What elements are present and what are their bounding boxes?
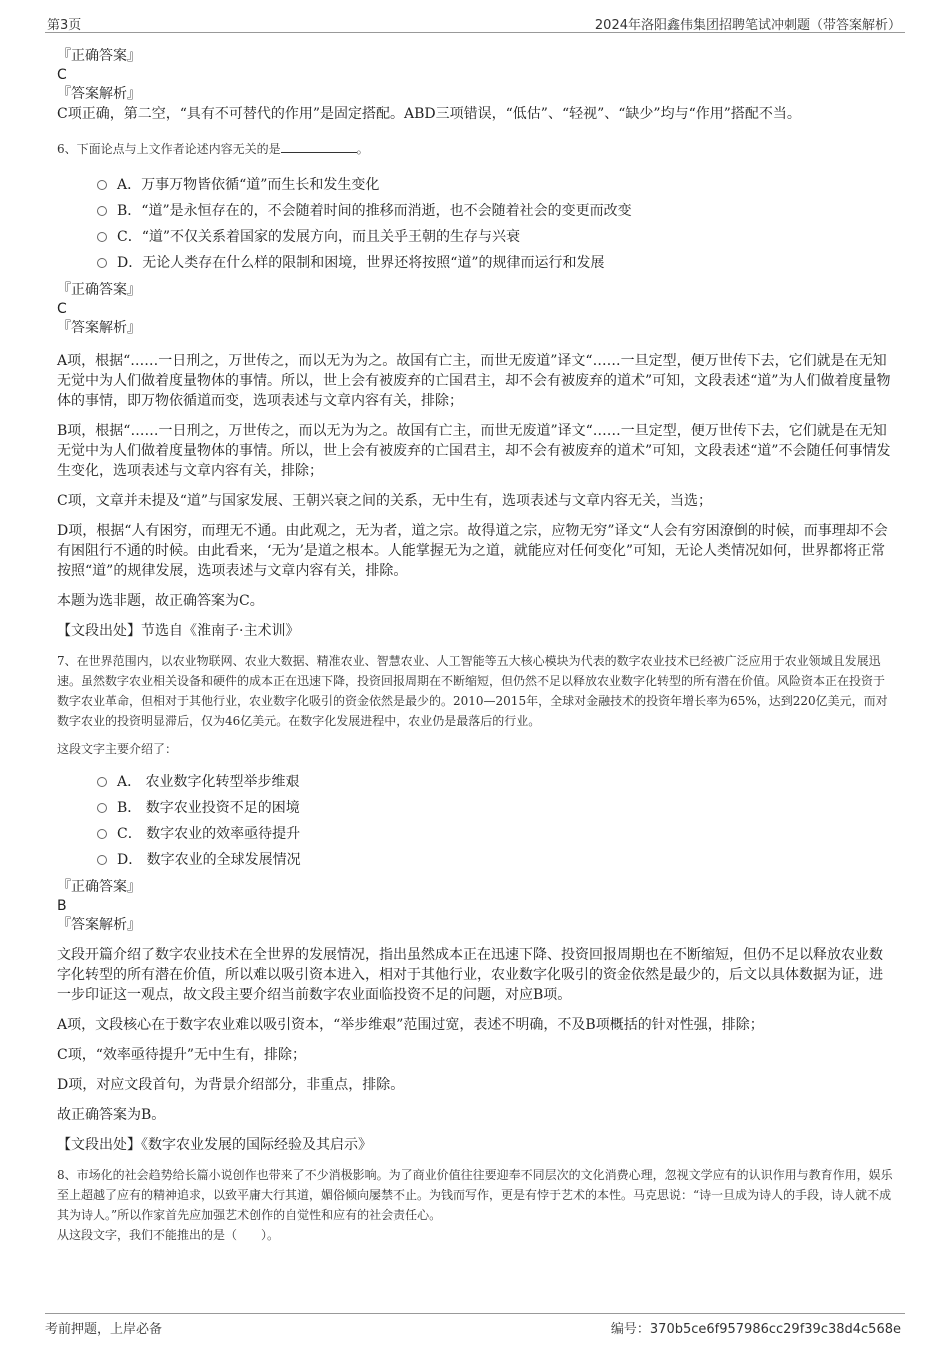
q5-answer-block [57,46,893,124]
question-7 [57,651,893,1155]
radio-button[interactable] [97,232,107,242]
main-content [57,46,893,1245]
question-prompt: 这段文字主要介绍了： [57,742,178,756]
page-footer [45,1313,905,1336]
correct-answer-label: 『正确答案』 [57,879,141,895]
radio-button[interactable] [97,777,107,787]
option-a[interactable]: A． 农业数字化转型举步维艰 [97,769,893,795]
option-list [57,769,893,873]
correct-answer-value: C [57,67,67,83]
answer-blank [281,140,357,153]
analysis-conclusion: 故正确答案为B。 [57,1107,166,1123]
option-b[interactable]: B．“道”是永恒存在的，不会随着时间的推移而消逝，也不会随着社会的变更而改变 [97,198,893,224]
correct-answer-label: 『正确答案』 [57,282,141,298]
radio-button[interactable] [97,258,107,268]
analysis-paragraph: 文段开篇介绍了数字农业技术在全世界的发展情况，指出虽然成本正在迅速下降、投资回报周期也在不断缩短，但仍不足以释放农业数字化转型的所有潜在价值，所以难以吸引资本进入，相对于其他行业，农业数字化吸引的资金依然是最少的，后文以具体数据为证，进一步印证这一观点，故文段主要介绍当前数字农业面临投资不足的问题，对应B项。 [57,947,883,1003]
analysis-paragraph: D项，对应文段首句，为背景介绍部分，非重点，排除。 [57,1077,405,1093]
correct-answer-value: B [57,898,67,914]
radio-button[interactable] [97,829,107,839]
option-c[interactable]: C．“道”不仅关系着国家的发展方向，而且关乎王朝的生存与兴衰 [97,224,893,250]
option-d[interactable]: D．无论人类存在什么样的限制和困境，世界还将按照“道”的规律而运行和发展 [97,250,893,276]
analysis-label: 『答案解析』 [57,320,141,336]
option-b[interactable]: B． 数字农业投资不足的困境 [97,795,893,821]
source-citation: 【文段出处】《数字农业发展的国际经验及其启示》 [57,1137,372,1153]
analysis-paragraph: A项，文段核心在于数字农业难以吸引资本，“举步维艰”范围过宽，表述不明确，不及B项概括的针对性强，排除； [57,1017,764,1033]
analysis-text: C项正确，第二空，“具有不可替代的作用”是固定搭配。ABD三项错误，“低估”、“轻视”、“缺少”均与“作用”搭配不当。 [57,106,801,122]
option-c[interactable]: C． 数字农业的效率亟待提升 [97,821,893,847]
analysis-conclusion: 本题为选非题，故正确答案为C。 [57,593,264,609]
radio-button[interactable] [97,180,107,190]
correct-answer-label: 『正确答案』 [57,48,141,64]
analysis-paragraph: A项，根据“……一日刑之，万世传之，而以无为为之。故国有亡主，而世无废道”译文“……一旦定型，便万世传下去，它们就是在无知无觉中为人们做着度量物体的事情。所以，世上会有被废弃的亡国君主，却不会有被废弃的道术”可知，文段表述“道”为人们做着度量物体的事情，即万物依循道而变，选项表述与文章内容有关，排除； [57,353,891,409]
page-number: 第3页 [47,18,82,33]
analysis-label: 『答案解析』 [57,86,141,102]
question-8 [57,1165,893,1245]
correct-answer-value: C [57,301,67,317]
footer-slogan: 考前押题，上岸必备 [45,1322,163,1337]
analysis-paragraph: C项，文章并未提及“道”与国家发展、王朝兴衰之间的关系，无中生有，选项表述与文章内容无关，当选； [57,493,713,509]
analysis-label: 『答案解析』 [57,917,141,933]
analysis-paragraph: D项，根据“人有困穷，而理无不通。由此观之，无为者，道之宗。故得道之宗，应物无穷”译文“人会有穷困潦倒的时候，而事理却不会有困阻行不通的时候。由此看来，‘无为’是道之根本。人能掌握无为之道，就能应对任何变化”可知，无论人类情况如何，世界都将正常按照“道”的规律发展，选项表述与文章内容有关，排除。 [57,523,888,579]
option-a[interactable]: A．万事万物皆依循“道”而生长和发生变化 [97,172,893,198]
option-list [57,172,893,276]
analysis-paragraph: B项，根据“……一日刑之，万世传之，而以无为为之。故国有亡主，而世无废道”译文“……一旦定型，便万世传下去，它们就是在无知无觉中为人们做着度量物体的事情。所以，世上会有被废弃的亡国君主，却不会有被废弃的道术”可知，文段表述“道”不会随任何事情发生变化，选项表述与文章内容有关，排除； [57,423,891,479]
radio-button[interactable] [97,206,107,216]
radio-button[interactable] [97,855,107,865]
document-title: 2024年洛阳鑫伟集团招聘笔试冲刺题（带答案解析） [594,18,901,33]
source-citation: 【文段出处】节选自《淮南子·主术训》 [57,623,300,639]
question-stem: 6、下面论点与上文作者论述内容无关的是 。 [57,142,369,156]
document-code-value: 370b5ce6f957986cc29f39c38d4c568e [649,1322,901,1337]
question-stem: 8、市场化的社会趋势给长篇小说创作也带来了不少消极影响。为了商业价值往往要迎奉不同层次的文化消费心理，忽视文学应有的认识作用与教育作用，娱乐至上超越了应有的精神追求，以致平庸大行其道，媚俗倾向屡禁不止。为钱而写作，更是有悖于艺术的本性。马克思说：“诗一旦成为诗人的手段，诗人就不成其为诗人。”所以作家首先应加强艺术创作的自觉性和应有的社会责任心。 [57,1168,893,1222]
document-code: 编号：370b5ce6f957986cc29f39c38d4c568e [610,1322,901,1337]
option-d[interactable]: D． 数字农业的全球发展情况 [97,847,893,873]
question-stem: 7、在世界范围内，以农业物联网、农业大数据、精准农业、智慧农业、人工智能等五大核心模块为代表的数字农业技术已经被广泛应用于农业领域且发展迅速。虽然数字农业相关设备和硬件的成本正在迅速下降，投资回报周期在不断缩短，但仍然不足以释放农业数字化转型的所有潜在价值。风险资本正在投资于数字农业革命，但相对于其他行业，农业数字化吸引的资金依然是最少的。2010—2015年，全球对金融技术的投资年增长率为65%，达到220亿美元，而对数字农业的投资明显滞后，仅为46亿美元。在数字化发展进程中，农业仍是最落后的行业。 [57,654,888,728]
radio-button[interactable] [97,803,107,813]
page-header [45,12,905,33]
analysis-paragraph: C项，“效率亟待提升”无中生有，排除； [57,1047,307,1063]
question-6 [57,139,893,641]
question-prompt: 从这段文字，我们不能推出的是（ ）。 [57,1228,280,1242]
